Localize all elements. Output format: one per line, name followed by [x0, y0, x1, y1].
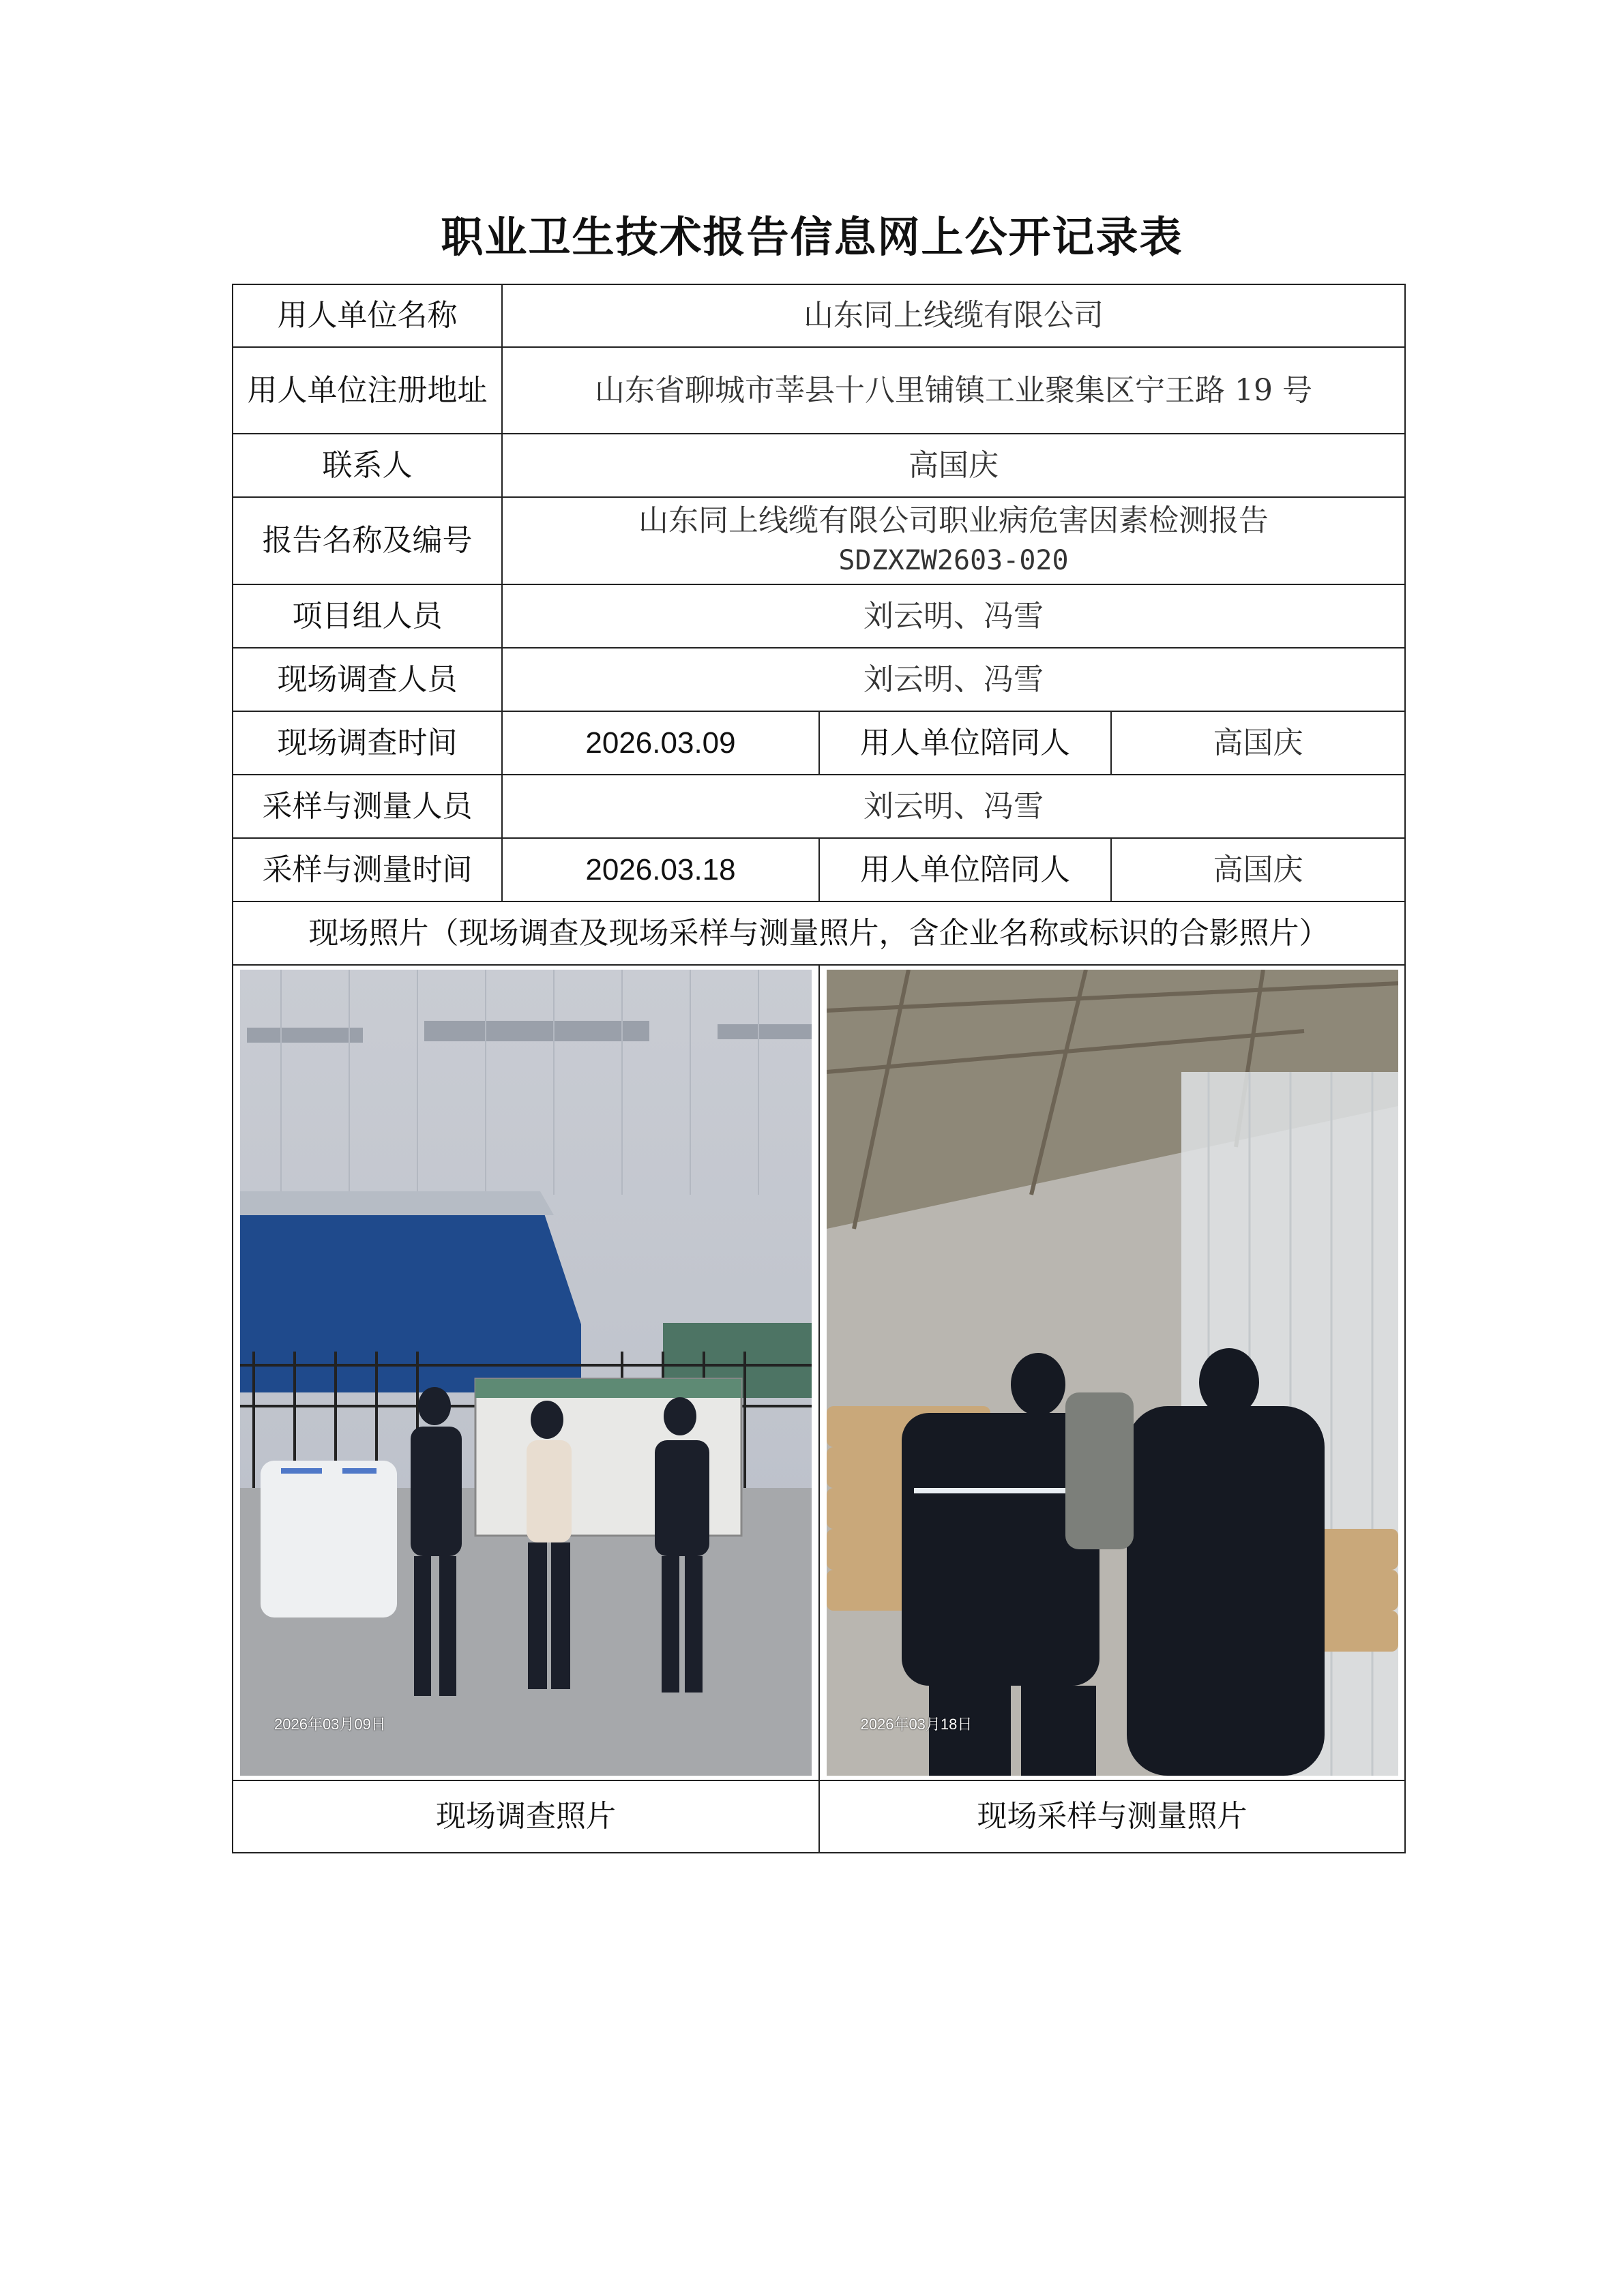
photos-header: 现场照片（现场调查及现场采样与测量照片，含企业名称或标识的合影照片）: [233, 901, 1405, 965]
label-survey-companion: 用人单位陪同人: [819, 711, 1111, 775]
value-survey-companion: 高国庆: [1111, 711, 1405, 775]
value-report: [502, 497, 1405, 584]
value-survey-staff: 刘云明、冯雪: [502, 648, 1405, 711]
value-project-team: 刘云明、冯雪: [502, 584, 1405, 648]
row-photos-header: [233, 901, 1405, 965]
sampling-photo-timestamp: 2026年03月18日: [860, 1716, 973, 1733]
row-employer-address: [233, 347, 1405, 434]
label-project-team: 项目组人员: [233, 584, 502, 648]
row-survey-staff: [233, 648, 1405, 711]
report-name: 山东同上线缆有限公司职业病危害因素检测报告: [638, 503, 1269, 538]
value-survey-time: 2026.03.09: [502, 711, 819, 775]
value-employer-address: 山东省聊城市莘县十八里铺镇工业聚集区宁王路 19 号: [502, 347, 1405, 434]
label-sampling-time: 采样与测量时间: [233, 838, 502, 901]
survey-photo: [240, 970, 812, 1776]
value-employer-name: 山东同上线缆有限公司: [502, 284, 1405, 347]
value-sampling-companion: 高国庆: [1111, 838, 1405, 901]
survey-photo-timestamp: 2026年03月09日: [274, 1716, 386, 1733]
report-code: SDZXZW2603-020: [838, 545, 1069, 576]
row-report: [233, 497, 1405, 584]
label-report: 报告名称及编号: [233, 497, 502, 584]
row-sampling-staff: [233, 775, 1405, 838]
row-photos: [233, 965, 1405, 1780]
label-employer-name: 用人单位名称: [233, 284, 502, 347]
label-sampling-companion: 用人单位陪同人: [819, 838, 1111, 901]
row-sampling-time: [233, 838, 1405, 901]
row-photo-captions: [233, 1780, 1405, 1853]
value-sampling-staff: 刘云明、冯雪: [502, 775, 1405, 838]
value-sampling-time: 2026.03.18: [502, 838, 819, 901]
label-survey-staff: 现场调查人员: [233, 648, 502, 711]
value-contact: 高国庆: [502, 434, 1405, 497]
sampling-photo-cell: [819, 965, 1405, 1780]
label-employer-address: 用人单位注册地址: [233, 347, 502, 434]
row-contact: [233, 434, 1405, 497]
row-survey-time: [233, 711, 1405, 775]
record-table: [232, 284, 1406, 1853]
caption-sampling-photo: 现场采样与测量照片: [819, 1780, 1405, 1853]
row-employer-name: [233, 284, 1405, 347]
row-project-team: [233, 584, 1405, 648]
sampling-photo: [827, 970, 1398, 1776]
label-survey-time: 现场调查时间: [233, 711, 502, 775]
caption-survey-photo: 现场调查照片: [233, 1780, 819, 1853]
survey-photo-cell: [233, 965, 819, 1780]
label-contact: 联系人: [233, 434, 502, 497]
label-sampling-staff: 采样与测量人员: [233, 775, 502, 838]
page-title: 职业卫生技术报告信息网上公开记录表: [441, 212, 1183, 262]
